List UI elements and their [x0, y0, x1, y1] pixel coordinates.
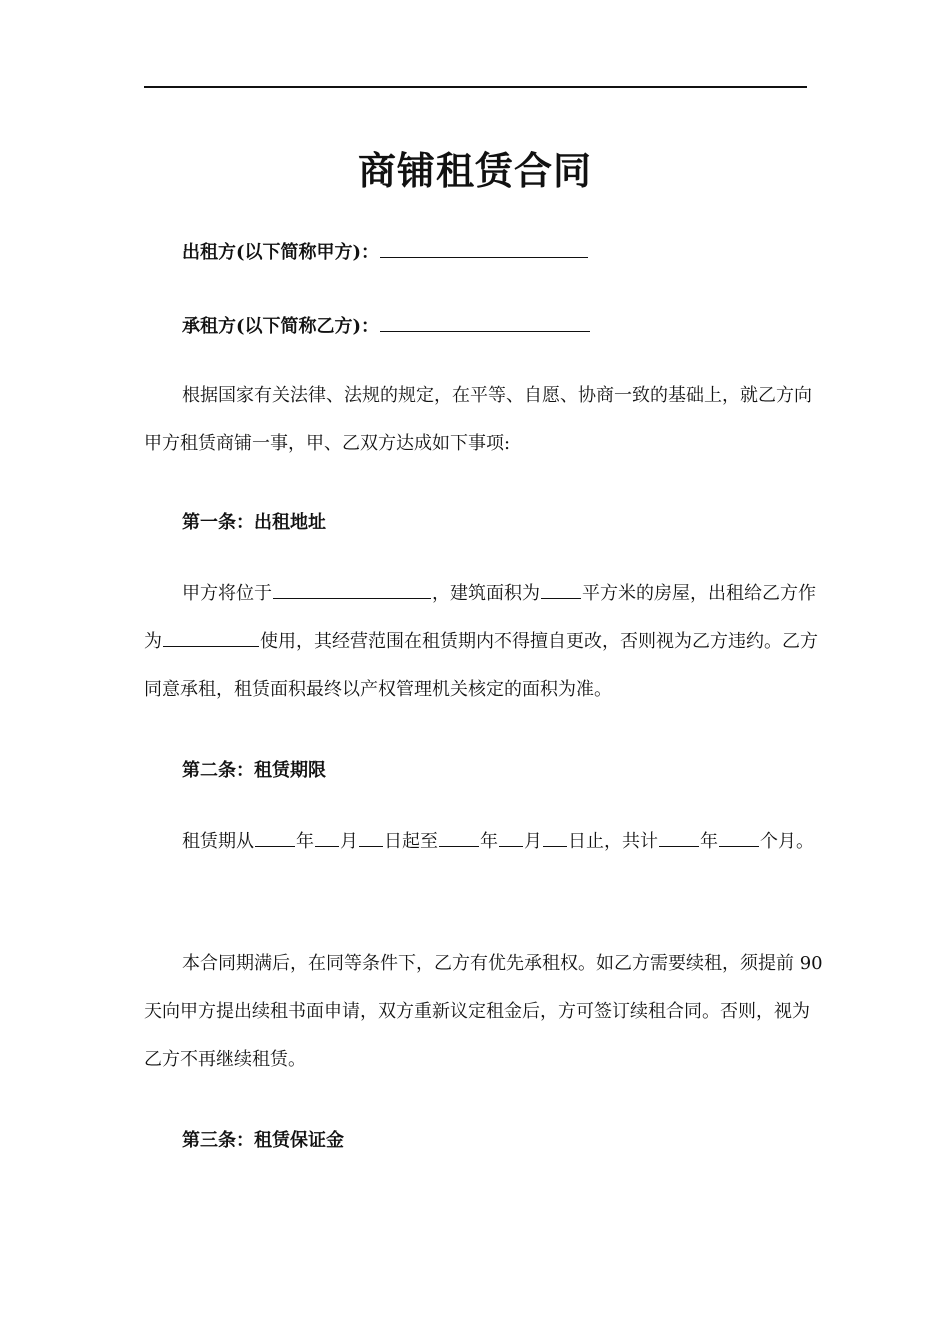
- document-title: 商铺租赁合同: [357, 148, 592, 193]
- address-blank[interactable]: [273, 579, 431, 599]
- term-text-9: 个月。: [760, 831, 814, 852]
- article2-heading: 第二条：租赁期限: [182, 760, 326, 781]
- end-day-blank[interactable]: [543, 827, 567, 847]
- article1-text-1: 甲方将位于: [182, 583, 272, 604]
- term-text-3: 月: [340, 831, 358, 852]
- article1-text-2: ，建筑面积为: [432, 583, 540, 604]
- term-text-6: 月: [524, 831, 542, 852]
- article1-heading: 第一条：出租地址: [182, 512, 326, 533]
- start-year-blank[interactable]: [255, 827, 295, 847]
- lessee-line: [182, 312, 591, 338]
- lessee-name-blank[interactable]: [380, 312, 590, 332]
- usage-blank[interactable]: [163, 627, 259, 647]
- area-blank[interactable]: [541, 579, 581, 599]
- article1-paragraph: [144, 570, 824, 714]
- lessor-line: [182, 238, 589, 264]
- total-years-blank[interactable]: [659, 827, 699, 847]
- term-text-8: 年: [700, 831, 718, 852]
- header-rule: [144, 86, 807, 88]
- article1-text-4: 使用，其经营范围在租赁期内不得擅自更改，否则视为乙方违约。乙方同意承租，租赁面积最终以产权管理机关核定的面积为准。: [144, 631, 818, 700]
- article2-term-paragraph: [144, 818, 824, 866]
- end-year-blank[interactable]: [439, 827, 479, 847]
- article1-text-3: 平方米的房屋，出租给乙方作为: [144, 583, 816, 652]
- lessor-label: 出租方(以下简称甲方)：: [182, 242, 380, 263]
- start-day-blank[interactable]: [359, 827, 383, 847]
- term-text-7: 日止，共计: [568, 831, 658, 852]
- term-text-1: 租赁期从: [182, 831, 254, 852]
- end-month-blank[interactable]: [499, 827, 523, 847]
- start-month-blank[interactable]: [315, 827, 339, 847]
- intro-paragraph: 根据国家有关法律、法规的规定，在平等、自愿、协商一致的基础上，就乙方向甲方租赁商铺一事，甲、乙双方达成如下事项:: [144, 385, 812, 454]
- term-text-5: 年: [480, 831, 498, 852]
- lessor-name-blank[interactable]: [380, 238, 588, 258]
- total-months-blank[interactable]: [719, 827, 759, 847]
- term-text-2: 年: [296, 831, 314, 852]
- article3-heading: 第三条：租赁保证金: [182, 1130, 344, 1151]
- article2-renewal-paragraph: 本合同期满后，在同等条件下，乙方有优先承租权。如乙方需要续租，须提前 90 天向甲方提出续租书面申请，双方重新议定租金后，方可签订续租合同。否则，视为乙方不再继续租赁。: [144, 953, 823, 1070]
- lessee-label: 承租方(以下简称乙方)：: [182, 316, 380, 337]
- term-text-4: 日起至: [384, 831, 438, 852]
